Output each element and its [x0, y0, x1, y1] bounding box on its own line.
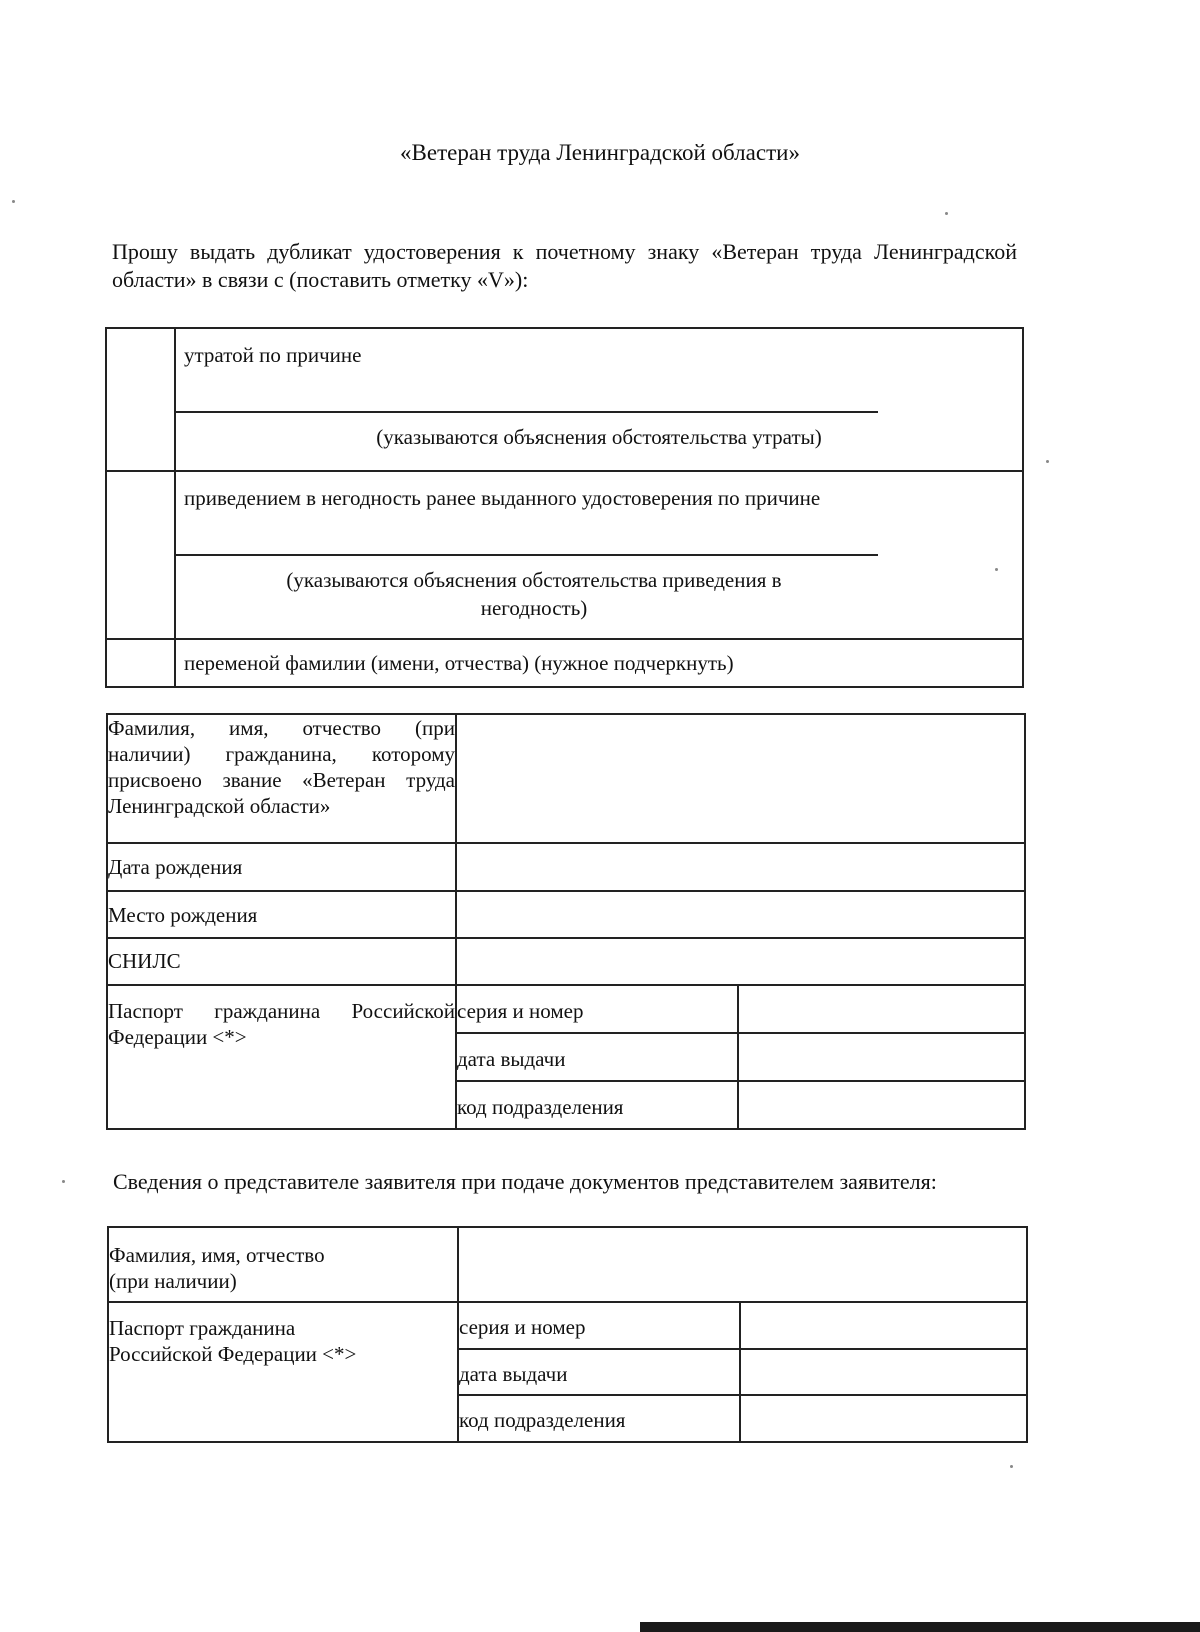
citizen-division-code-label: код подразделения [456, 1081, 738, 1129]
reason-hint-damage: (указываются объяснения обстоятельства приведения в негодность) [286, 568, 782, 620]
scan-speck [995, 568, 998, 571]
citizen-division-code-value[interactable] [738, 1081, 1025, 1129]
citizen-row-birth-place [107, 891, 1025, 938]
citizen-series-number-value[interactable] [738, 985, 1025, 1033]
reason-checkbox-loss[interactable] [106, 328, 175, 471]
representative-division-code-label: код подразделения [458, 1395, 740, 1442]
representative-division-code-value[interactable] [740, 1395, 1027, 1442]
reason-label-loss: утратой по причине [184, 343, 362, 367]
reason-hint-loss: (указываются объяснения обстоятельства утраты) [376, 425, 822, 449]
request-intro: Прошу выдать дубликат удостоверения к почетному знаку «Ветеран труда Ленинградской области» в связи с (поставить отметку «V»): [112, 239, 1017, 292]
representative-intro: Сведения о представителе заявителя при подаче документов представителем заявителя: [113, 1169, 937, 1194]
reason-checkbox-name-change[interactable] [106, 639, 175, 687]
reason-cell-loss [175, 328, 1023, 471]
reason-checkbox-damage[interactable] [106, 471, 175, 639]
reason-row-damage [106, 471, 1023, 639]
representative-row-passport-series [108, 1302, 1027, 1349]
citizen-birth-date-value[interactable] [456, 843, 1025, 891]
citizen-snils-value[interactable] [456, 938, 1025, 985]
reason-label-name-change: переменой фамилии (имени, отчества) (нужное подчеркнуть) [184, 651, 734, 675]
representative-issue-date-value[interactable] [740, 1349, 1027, 1395]
scan-speck [945, 212, 948, 215]
citizen-row-birth-date [107, 843, 1025, 891]
citizen-row-passport-series [107, 985, 1025, 1033]
reason-cell-name-change [175, 639, 1023, 687]
scan-edge-bar [640, 1622, 1200, 1632]
reason-row-loss [106, 328, 1023, 471]
citizen-full-name-label: Фамилия, имя, отчество (при наличии) гражданина, которому присвоено звание «Ветеран труда Ленинградской области» [107, 714, 456, 843]
representative-passport-label: Паспорт гражданина Российской Федерации <*> [108, 1302, 458, 1442]
representative-full-name-value[interactable] [458, 1227, 1027, 1302]
representative-series-number-value[interactable] [740, 1302, 1027, 1349]
representative-series-number-label: серия и номер [458, 1302, 740, 1349]
reason-label-damage: приведением в негодность ранее выданного удостоверения по причине [184, 486, 821, 510]
representative-issue-date-label: дата выдачи [458, 1349, 740, 1395]
document-title: «Ветеран труда Ленинградской области» [400, 140, 800, 165]
citizen-snils-label: СНИЛС [107, 938, 456, 985]
representative-row-full-name [108, 1227, 1027, 1302]
scan-speck [12, 200, 15, 203]
citizen-birth-place-value[interactable] [456, 891, 1025, 938]
scan-speck [62, 1180, 65, 1183]
scan-speck [1010, 1465, 1013, 1468]
citizen-series-number-label: серия и номер [456, 985, 738, 1033]
citizen-issue-date-label: дата выдачи [456, 1033, 738, 1081]
reason-table [105, 327, 1024, 688]
scan-speck [1046, 460, 1049, 463]
reason-row-name-change [106, 639, 1023, 687]
representative-table [107, 1226, 1028, 1443]
citizen-birth-date-label: Дата рождения [107, 843, 456, 891]
representative-full-name-label: Фамилия, имя, отчество (при наличии) [108, 1227, 458, 1302]
citizen-row-snils [107, 938, 1025, 985]
citizen-issue-date-value[interactable] [738, 1033, 1025, 1081]
reason-input-damage[interactable] [176, 512, 878, 556]
citizen-table [106, 713, 1026, 1130]
citizen-birth-place-label: Место рождения [107, 891, 456, 938]
citizen-full-name-value[interactable] [456, 714, 1025, 843]
citizen-row-full-name [107, 714, 1025, 843]
reason-cell-damage [175, 471, 1023, 639]
citizen-passport-label: Паспорт гражданина Российской Федерации <*> [107, 985, 456, 1129]
reason-input-loss[interactable] [176, 369, 878, 413]
